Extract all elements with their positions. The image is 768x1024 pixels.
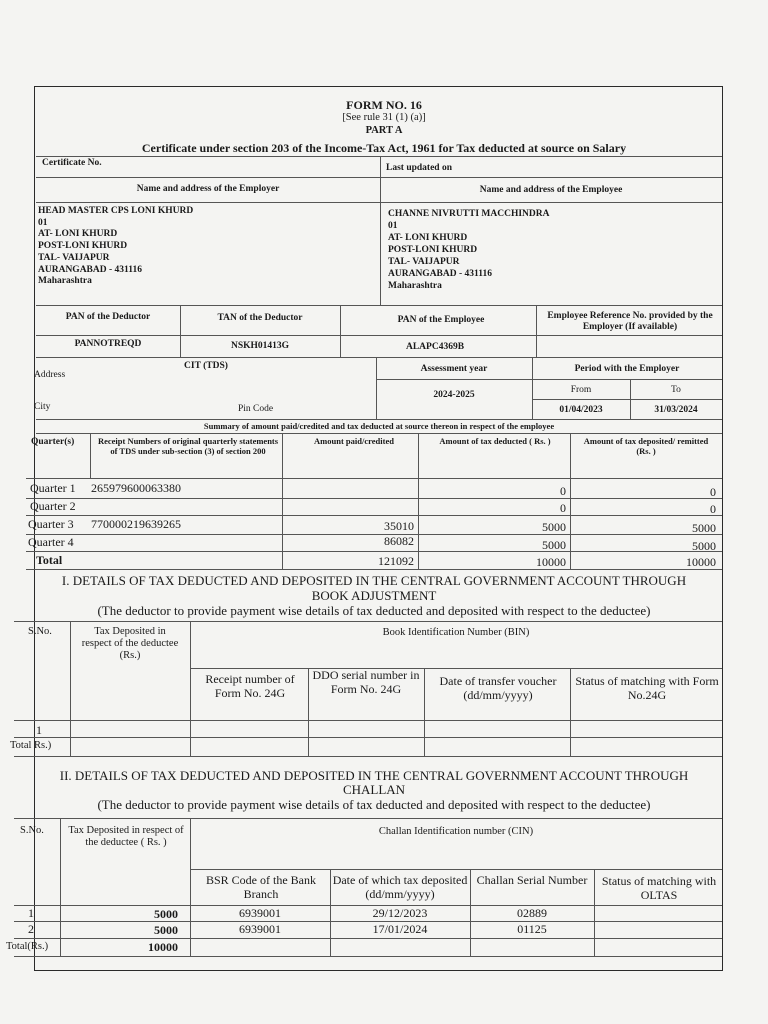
tax-deposited-header: Amount of tax deposited/ remitted (Rs. ) [583,436,709,456]
cit-tds-label: CIT (TDS) [184,361,228,371]
section1-total-label: Total Rs.) [10,740,52,751]
table-row-q3-quarter: Quarter 3 [28,517,74,531]
pan-deductor-label: PAN of the Deductor [65,312,151,322]
section1-title-line2: BOOK ADJUSTMENT [311,588,437,603]
form-subtitle: Certificate under section 203 of the Income-Tax Act, 1961 for Tax deducted at source on Salary [141,141,627,155]
challan-total-value: 10000 [148,940,178,954]
section1-note: (The deductor to provide payment wise details of tax deducted and deposited with respect to the deductee) [97,603,651,618]
city-label: City [34,402,51,412]
to-label: To [671,385,681,395]
table-row-q1-quarter: Quarter 1 [30,481,76,495]
section1-sno-header: S.No. [28,626,52,637]
to-date: 31/03/2024 [654,405,698,415]
table-row-q4-deposited: 5000 [692,539,716,553]
from-date: 01/04/2023 [559,405,603,415]
challan-row2-tax: 5000 [154,923,178,937]
cin-header: Challan Identification number (CIN) [378,826,534,837]
bsr-code-header: BSR Code of the Bank Branch [206,873,316,901]
table-row-q3-receipt: 770000219639265 [91,517,181,531]
challan-row1-tax: 5000 [154,907,178,921]
employer-heading: Name and address of the Employer [136,184,280,194]
challan-row2-bsr: 6939001 [239,922,281,936]
assessment-year-label: Assessment year [420,364,488,374]
section2-title-line2: CHALLAN [342,782,406,797]
quarter-header: Quarter(s) [31,437,75,447]
tax-deducted-header: Amount of tax deducted ( Rs. ) [439,436,551,446]
employee-address: CHANNE NIVRUTTI MACCHINDRA 01 AT- LONI KHURD POST-LONI KHURD TAL- VAIJAPUR AURANGABAD - 431116 Maharashtra [388,209,550,291]
assessment-year-value: 2024-2025 [433,390,475,400]
period-label: Period with the Employer [574,364,680,374]
pan-employee-label: PAN of the Employee [397,315,485,325]
table-row-total-deposited: 10000 [686,555,716,569]
challan-row2-sno: 2 [28,922,34,936]
form-rule: [See rule 31 (1) (a)] [342,112,426,123]
table-row-total-quarter: Total [36,553,63,567]
challan-serial-header: Challan Serial Number [476,873,588,887]
table-row-q4-quarter: Quarter 4 [28,535,74,549]
table-row-q3-deducted: 5000 [542,520,566,534]
pan-deductor-value: PANNOTREQD [74,339,142,349]
pan-employee-value: ALAPC4369B [405,342,465,352]
receipt-24g-header: Receipt number of Form No. 24G [205,672,295,700]
from-label: From [570,385,592,395]
oltas-status-header: Status of matching with OLTAS [601,874,717,902]
deposit-date-header: Date of which tax deposited (dd/mm/yyyy) [332,873,468,901]
table-row-q1-deposited: 0 [710,485,716,499]
section1-row1-sno: 1 [36,723,42,737]
challan-row1-date: 29/12/2023 [372,906,428,920]
challan-row1-serial: 02889 [517,906,547,920]
form24g-status-header: Status of matching with Form No.24G [575,674,719,702]
section2-note: (The deductor to provide payment wise details of tax deducted and deposited with respect to the deductee) [97,797,651,812]
table-row-q2-quarter: Quarter 2 [30,499,76,513]
section2-sno-header: S.No. [20,825,44,836]
summary-title: Summary of amount paid/credited and tax deducted at source thereon in respect of the employee [203,421,555,431]
table-row-q4-deducted: 5000 [542,538,566,552]
section1-tax-header: Tax Deposited in respect of the deductee (Rs.) [81,626,179,662]
address-label: Address [34,370,66,380]
table-row-q1-deducted: 0 [560,484,566,498]
challan-row1-bsr: 6939001 [239,906,281,920]
challan-total-label: Total(Rs.) [6,941,49,952]
section2-title: II. DETAILS OF TAX DEDUCTED AND DEPOSITED IN THE CENTRAL GOVERNMENT ACCOUNT THROUGH [59,768,689,783]
bin-header: Book Identification Number (BIN) [382,627,530,638]
tan-deductor-value: NSKH01413G [230,341,290,351]
amount-paid-header: Amount paid/credited [314,436,394,446]
table-row-q4-paid: 86082 [384,534,414,548]
table-row-total-paid: 121092 [378,554,414,568]
employee-ref-label: Employee Reference No. provided by the Employer (If available) [547,311,713,332]
table-row-q3-deposited: 5000 [692,521,716,535]
challan-row2-serial: 01125 [517,922,547,936]
table-row-q2-deducted: 0 [560,501,566,515]
ddo-serial-header: DDO serial number in Form No. 24G [312,668,420,696]
receipt-header: Receipt Numbers of original quarterly statements of TDS under sub-section (3) of section 200 [97,436,279,456]
form-part: PART A [365,125,403,136]
last-updated-label: Last updated on [386,163,452,173]
pin-code-label: Pin Code [238,404,274,414]
section2-tax-header: Tax Deposited in respect of the deductee ( Rs. ) [68,825,184,849]
challan-row1-sno: 1 [28,906,34,920]
employee-heading: Name and address of the Employee [479,185,623,195]
certificate-no-label: Certificate No. [42,158,102,168]
transfer-voucher-date-header: Date of transfer voucher (dd/mm/yyyy) [439,674,557,702]
table-row-q3-paid: 35010 [384,519,414,533]
challan-row2-date: 17/01/2024 [372,922,428,936]
form-number: FORM NO. 16 [346,98,422,112]
table-row-q1-receipt: 265979600063380 [91,481,181,495]
section1-title: I. DETAILS OF TAX DEDUCTED AND DEPOSITED IN THE CENTRAL GOVERNMENT ACCOUNT THROUGH [61,573,687,588]
tan-deductor-label: TAN of the Deductor [217,313,303,323]
table-row-total-deducted: 10000 [536,555,566,569]
table-row-q2-deposited: 0 [710,502,716,516]
employer-address: HEAD MASTER CPS LONI KHURD 01 AT- LONI KHURD POST-LONI KHURD TAL- VAIJAPUR AURANGABAD - 431116 Maharashtra [38,206,194,287]
